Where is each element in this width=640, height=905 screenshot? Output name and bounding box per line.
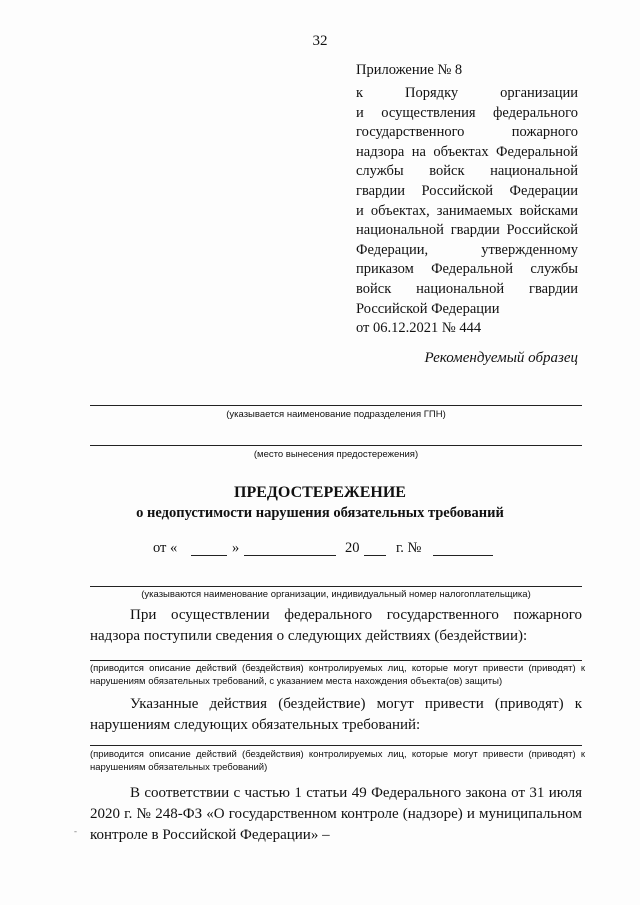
appendix-line: войск национальной гвардии [356, 281, 578, 297]
appendix-line: к Порядку организации [356, 85, 578, 101]
requirements-caption: (приводится описание действий (бездействия) контролируемых лиц, которые могут привести (приводят) к нарушениям обязательных требований) [90, 749, 585, 773]
subdivision-caption: (указывается наименование подразделения ГПН) [226, 409, 446, 420]
paragraph-actions-text: При осуществлении федерального государственного пожарного надзора поступили сведения о следующих действиях (бездействии): [90, 607, 582, 644]
day-field[interactable] [191, 555, 227, 556]
document-title: ПРЕДОСТЕРЕЖЕНИЕ [234, 484, 406, 501]
appendix-title: Приложение № 8 [356, 62, 463, 78]
subdivision-line[interactable] [90, 405, 582, 406]
organization-line[interactable] [90, 586, 582, 587]
appendix-line: гвардии Российской Федерации [356, 183, 578, 199]
date-quote-close: » [232, 540, 240, 556]
appendix-line: Российской Федерации [356, 300, 500, 317]
organization-caption: (указываются наименование организации, индивидуальный номер налогоплательщика) [141, 589, 531, 600]
page-number: 32 [312, 33, 328, 49]
place-line[interactable] [90, 445, 582, 446]
document-subtitle: о недопустимости нарушения обязательных требований [136, 505, 504, 521]
appendix-line: службы войск национальной [356, 163, 578, 180]
date-year-prefix: 20 [345, 540, 360, 556]
month-field[interactable] [244, 555, 336, 556]
appendix-line: приказом Федеральной службы [356, 261, 578, 278]
number-label: г. № [396, 540, 422, 556]
paragraph-law-text: В соответствии с частью 1 статьи 49 Федерального закона от 31 июля 2020 г. № 248-ФЗ «О государственном контроле (надзоре) и муниципальном контроле в Российской Федерации» – [90, 785, 582, 843]
paragraph-requirements [90, 694, 582, 736]
appendix-line: Федерации, утвержденному [356, 241, 578, 258]
requirements-line[interactable] [90, 745, 582, 746]
appendix-line: от 06.12.2021 № 444 [356, 320, 482, 337]
appendix-line: надзора на объектах Федеральной [356, 143, 578, 160]
appendix-line: и осуществления федерального [356, 104, 578, 121]
actions-line[interactable] [90, 660, 582, 661]
number-field[interactable] [433, 555, 493, 556]
appendix-line: государственного пожарного [356, 124, 578, 141]
date-from-label: от « [153, 540, 178, 556]
appendix-line: национальной гвардии Российской [356, 222, 578, 239]
sample-label: Рекомендуемый образец [424, 350, 578, 366]
margin-mark: - [74, 826, 77, 836]
place-caption: (место вынесения предостережения) [253, 449, 419, 460]
paragraph-actions [90, 605, 582, 647]
date-row [0, 540, 640, 560]
paragraph-requirements-text: Указанные действия (бездействие) могут привести (приводят) к нарушениям следующих обязательных требований: [90, 696, 582, 733]
actions-caption: (приводится описание действий (бездействия) контролируемых лиц, которые могут привести (приводят) к нарушениям обязательных требований, с указанием места нахождения объекта(ов) защиты) [90, 663, 585, 687]
appendix-line: и объектах, занимаемых войсками [356, 202, 578, 219]
year-field[interactable] [364, 555, 386, 556]
paragraph-law [90, 783, 582, 846]
